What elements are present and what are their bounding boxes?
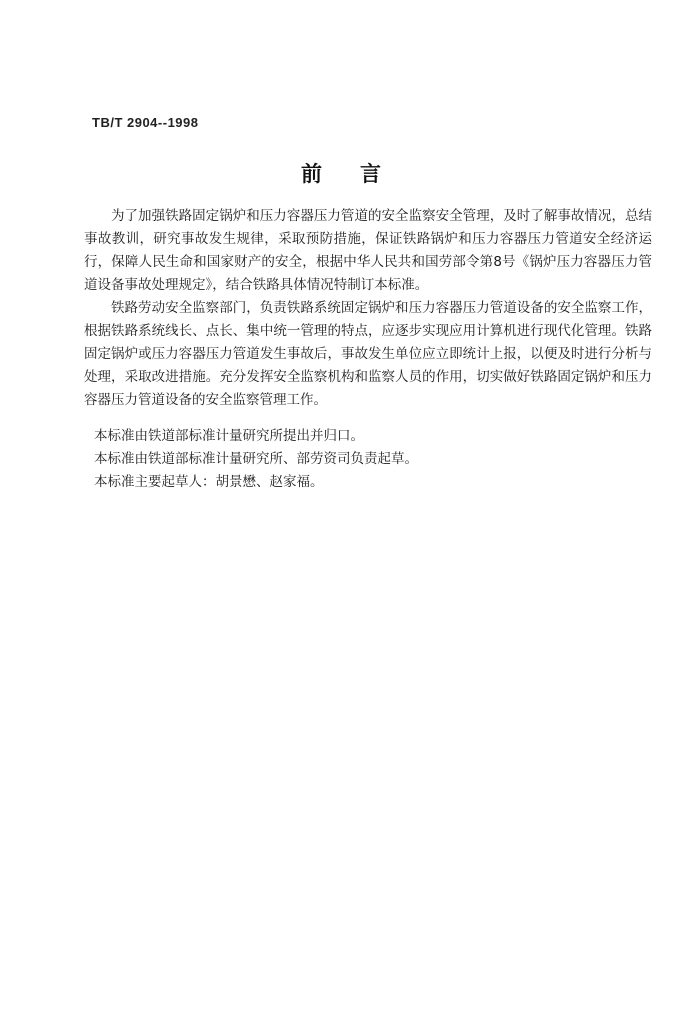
standard-notes bbox=[84, 425, 652, 494]
section-title: 前言 bbox=[301, 162, 419, 186]
preface-body bbox=[84, 205, 652, 412]
note-authors: 本标准主要起草人：胡景懋、赵家福。 bbox=[94, 474, 324, 490]
paragraph-1: 为了加强铁路固定锅炉和压力容器压力管道的安全监察安全管理，及时了解事故情况，总结事故教训，研究事故发生规律，采取预防措施，保证铁路锅炉和压力容器压力管道安全经济运行，保障人民生命和国家财产的安全，根据中华人民共和国劳部令第8号《锅炉压力容器压力管道设备事故处理规定》，结合铁路具体情况特制订本标准。 bbox=[84, 208, 652, 293]
paragraph-2: 铁路劳动安全监察部门，负责铁路系统固定锅炉和压力容器压力管道设备的安全监察工作，根据铁路系统线长、点长、集中统一管理的特点，应逐步实现应用计算机进行现代化管理。铁路固定锅炉或压力容器压力管道发生事故后，事故发生单位应立即统计上报，以便及时进行分析与处理，采取改进措施。充分发挥安全监察机构和监察人员的作用，切实做好铁路固定锅炉和压力容器压力管道设备的安全监察管理工作。 bbox=[84, 300, 652, 408]
standard-code: TB/T 2904--1998 bbox=[92, 115, 199, 130]
note-proposer: 本标准由铁道部标准计量研究所提出并归口。 bbox=[94, 428, 364, 444]
note-drafter: 本标准由铁道部标准计量研究所、部劳资司负责起草。 bbox=[94, 451, 418, 467]
